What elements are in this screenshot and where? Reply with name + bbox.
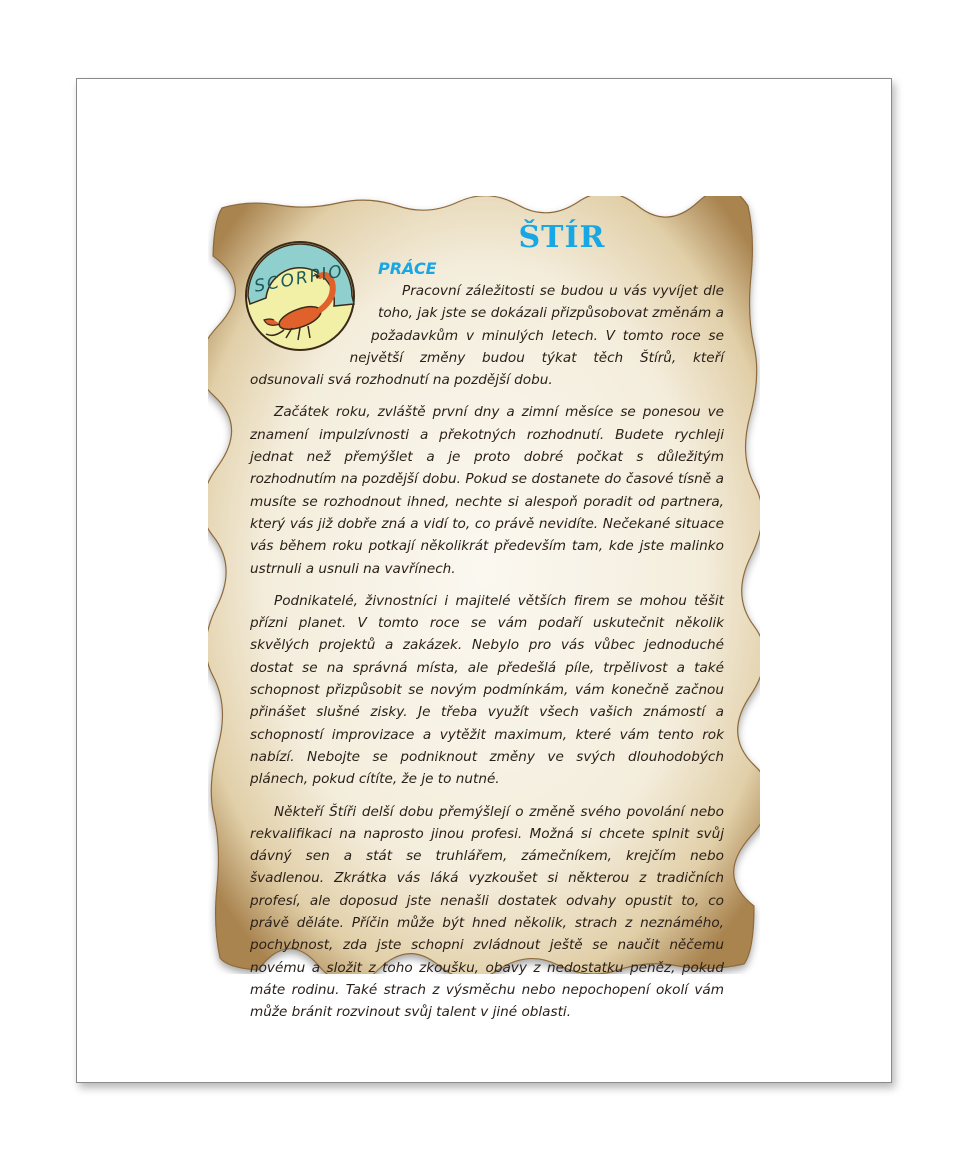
article [250,218,724,1021]
emblem-label: SCORPIO [252,261,346,297]
scorpio-emblem [242,238,358,354]
paragraph-3: Podnikatelé, živnostníci i majitelé větších firem se mohou těšit přízni planet. V tomto roce se vám podaří uskutečnit několik skvělých projektů a zakázek. Nebylo pro vás vůbec jednoduché dostat se na správná místa, ale předešlá píle, trpělivost a také schopnost přizpůsobit se novým podmínkám, vám konečně začnou přinášet slušné zisky. Je třeba využít všech vašich známostí a schopností improvizace a vytěžit maximum, které vám tento rok nabízí. Nebojte se podniknout změny ve svých dlouhodobých plánech, pokud cítíte, že je to nutné. [250,592,724,788]
parchment-card [208,196,760,1021]
paragraph-2: Začátek roku, zvláště první dny a zimní měsíce se ponesou ve znamení impulzívnosti a překotných rozhodnutí. Budete rychleji jednat než přemýšlet a je proto dobré počkat s důležitým rozhodnutím na pozdější dobu. Pokud se dostanete do časové tísně a musíte se rozhodnout ihned, nechte si alespoň poradit od partnera, který vás již dobře zná a vidí to, co právě nevidíte. Nečekané situace vás během roku potkají několikrát především tam, kde jste malinko ustrnuli a usnuli na vavřínech. [250,404,724,577]
section-heading: PRÁCE [378,259,437,278]
paragraph-4: Někteří Štíři delší dobu přemýšlejí o změně svého povolání nebo rekvalifikaci na naprosto jinou profesi. Možná si chcete splnit svůj dávný sen a stát se truhlářem, zámečníkem, krejčím nebo švadlenou. Zkrátka vás láká vyzkoušet si některou z tradičních profesí, ale doposud jste nenašli dostatek odvahy opustit to, co právě děláte. Příčin může být hned několik, strach z neznámého, pochybnost, zda jste schopni zvládnout ještě se naučit něčemu novému a složit z toho zkoušku, obavy z nedostatku peněz, pokud máte rodinu. Také strach z výsměchu nebo nepochopení okolí vám může bránit rozvinout svůj talent v jiné oblasti. [250,803,724,1021]
page-title: ŠTÍR [518,220,606,255]
paragraph-1: Pracovní záležitosti se budou u vás vyvíjet dle toho, jak jste se dokázali přizpůsobovat změnám a požadavkům v minulých letech. V tomto roce se největší změny budou týkat těch Štírů, kteří odsunovali svá rozhodnutí na pozdější dobu. [250,283,724,389]
